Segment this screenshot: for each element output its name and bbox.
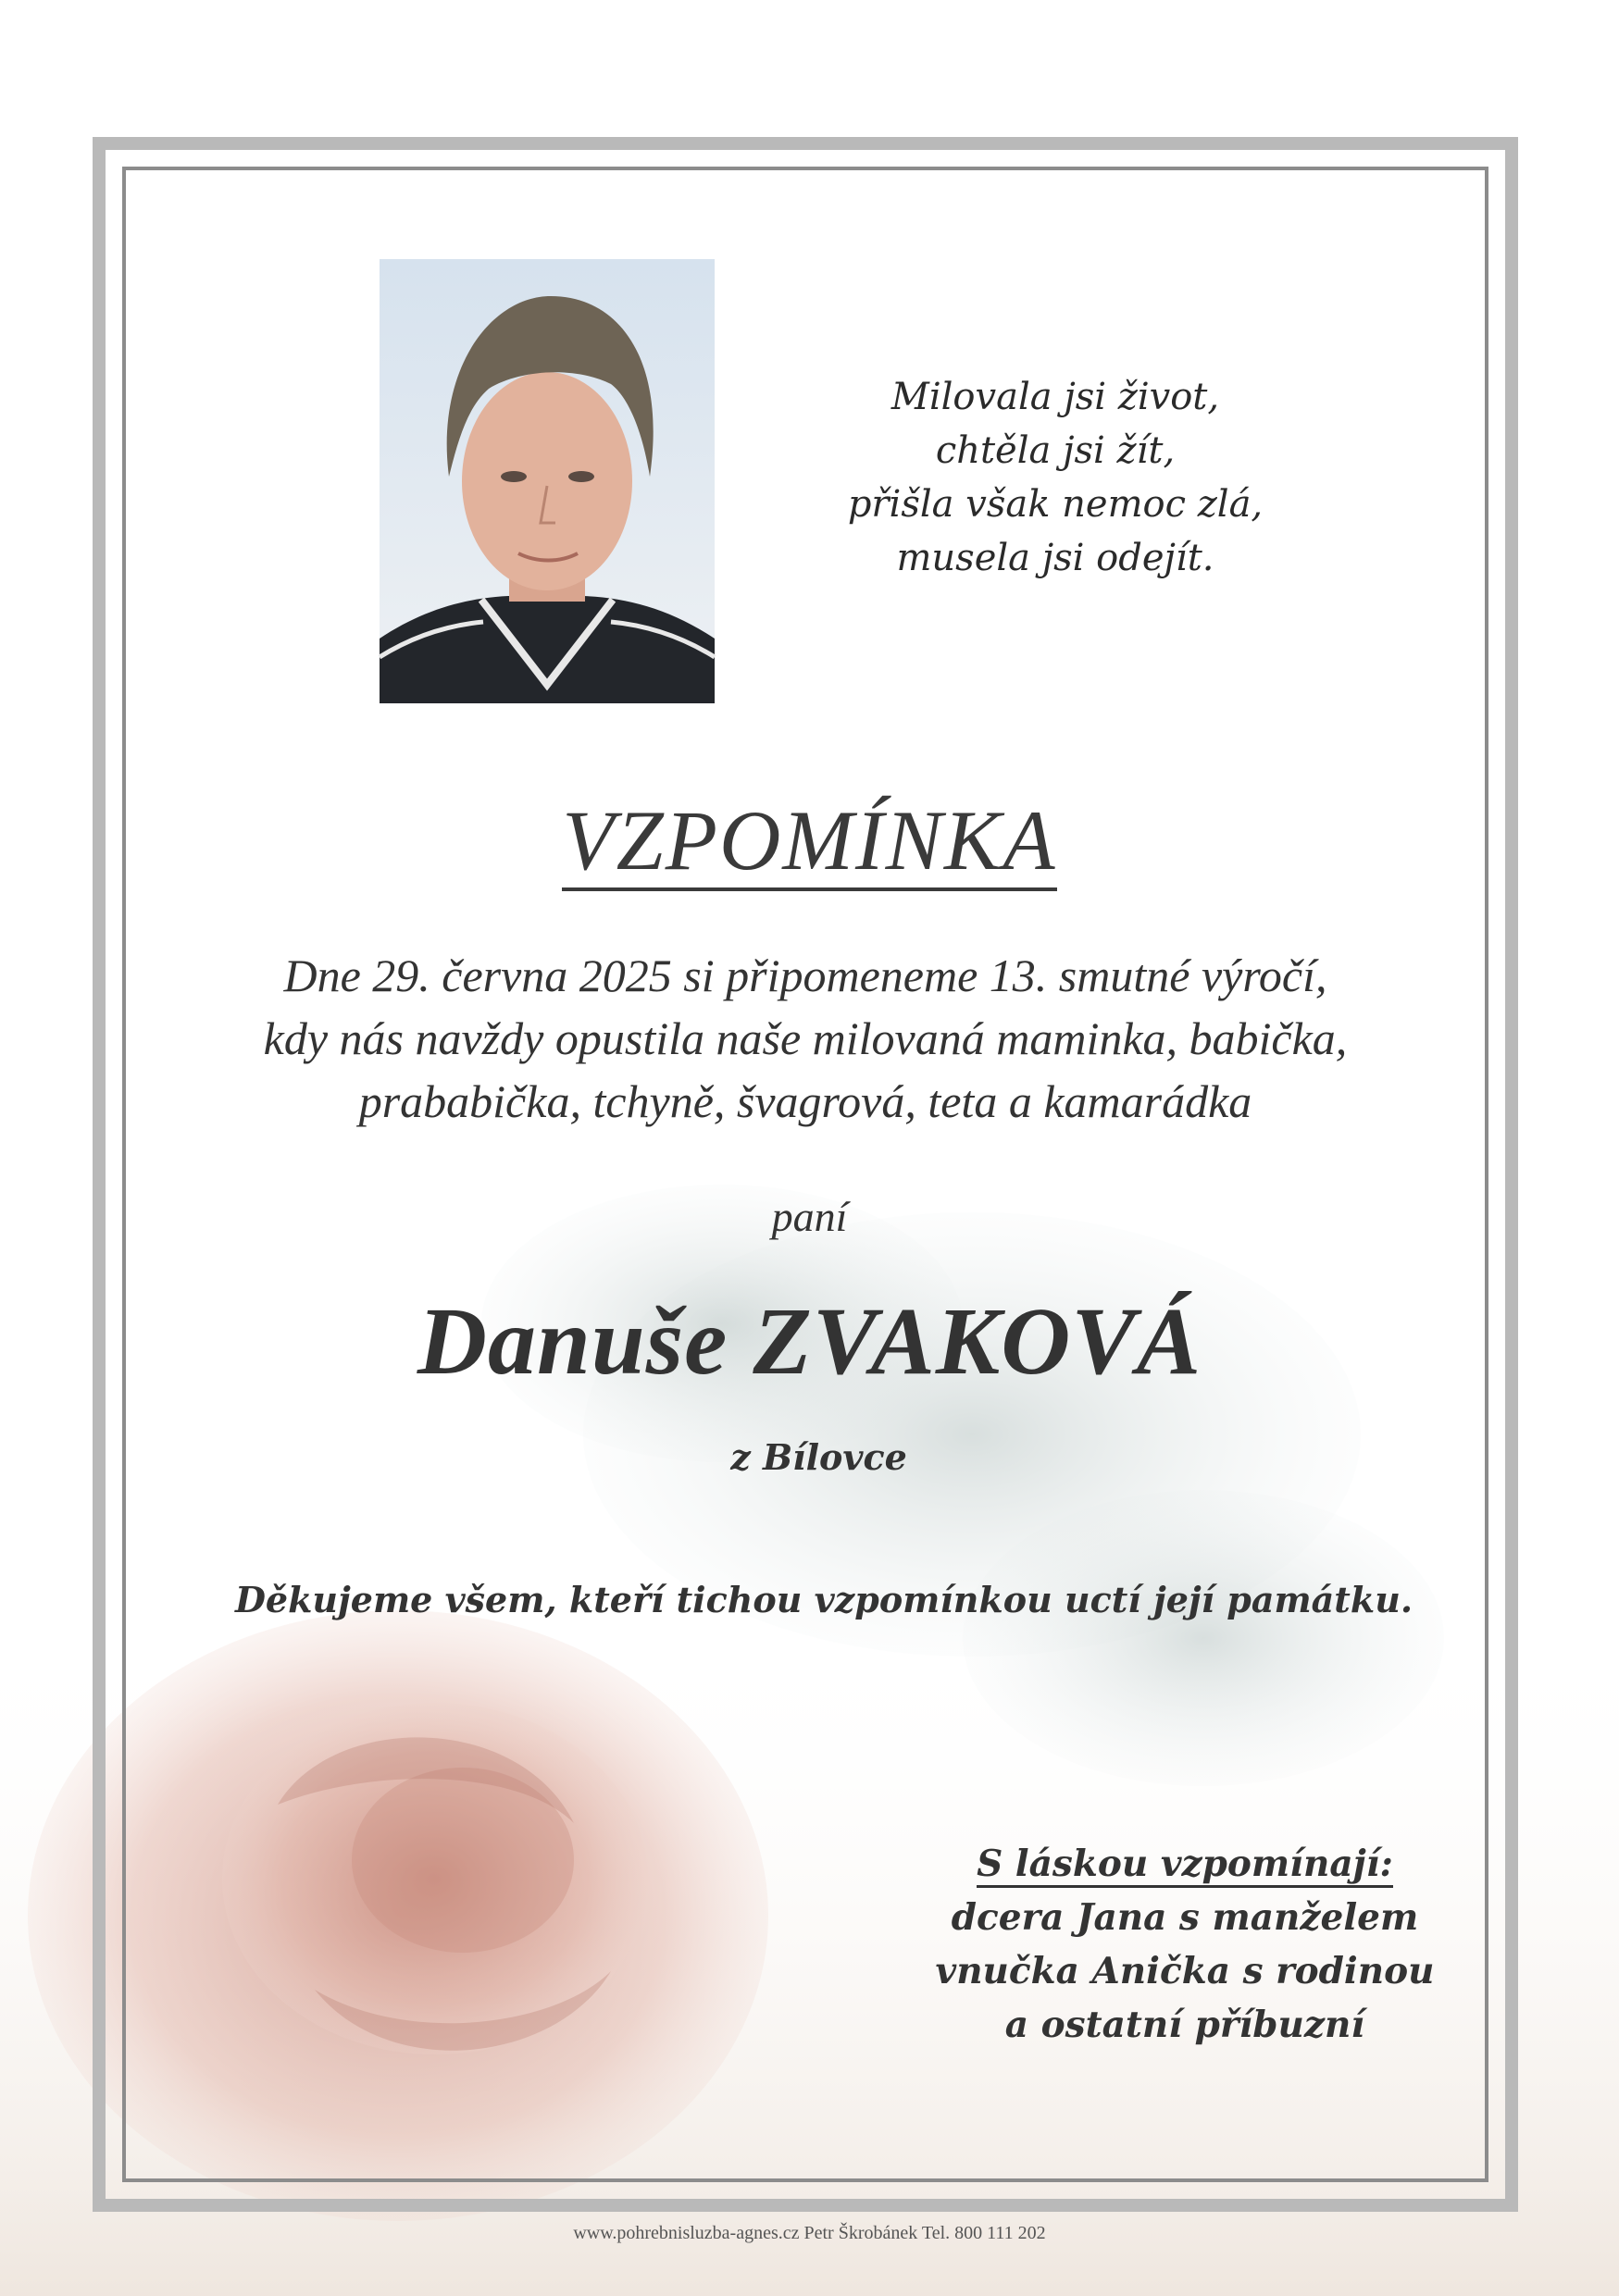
page-title-text: VZPOMÍNKA (562, 793, 1056, 891)
signoff-line: dcera Jana s manželem (951, 1896, 1419, 1939)
signoff-line: a ostatní příbuzní (1004, 2004, 1365, 2046)
intro-line: Dne 29. června 2025 si připomeneme 13. smutné výročí, (283, 949, 1327, 1001)
intro-paragraph (204, 944, 1407, 1133)
footer-credit (0, 2217, 1619, 2232)
signoff-heading-text: S láskou vzpomínají: (977, 1843, 1393, 1888)
poem-line: Milovala jsi život, (890, 376, 1220, 418)
signoff-block (889, 1837, 1481, 2052)
poem-line: musela jsi odejít. (896, 537, 1214, 579)
portrait-illustration (380, 259, 715, 703)
hometown: z Bílovce (730, 1436, 907, 1478)
signoff-line: vnučka Anička s rodinou (935, 1950, 1435, 1992)
thanks-text: Děkujeme všem, kteří tichou vzpomínkou uctí její památku. (234, 1579, 1414, 1620)
portrait-photo (380, 259, 715, 703)
salutation: paní (771, 1193, 848, 1240)
intro-line: prababička, tchyně, švagrová, teta a kamarádka (358, 1075, 1252, 1127)
poem-line: chtěla jsi žít, (935, 429, 1176, 472)
signoff-heading (889, 1837, 1481, 1891)
deceased-name: Danuše ZVAKOVÁ (417, 1288, 1202, 1395)
page-title (0, 791, 1619, 889)
intro-line: kdy nás navždy opustila naše milovaná maminka, babička, (263, 1012, 1348, 1064)
poem-line: přišla však nemoc zlá, (847, 483, 1264, 526)
poem (778, 370, 1333, 585)
